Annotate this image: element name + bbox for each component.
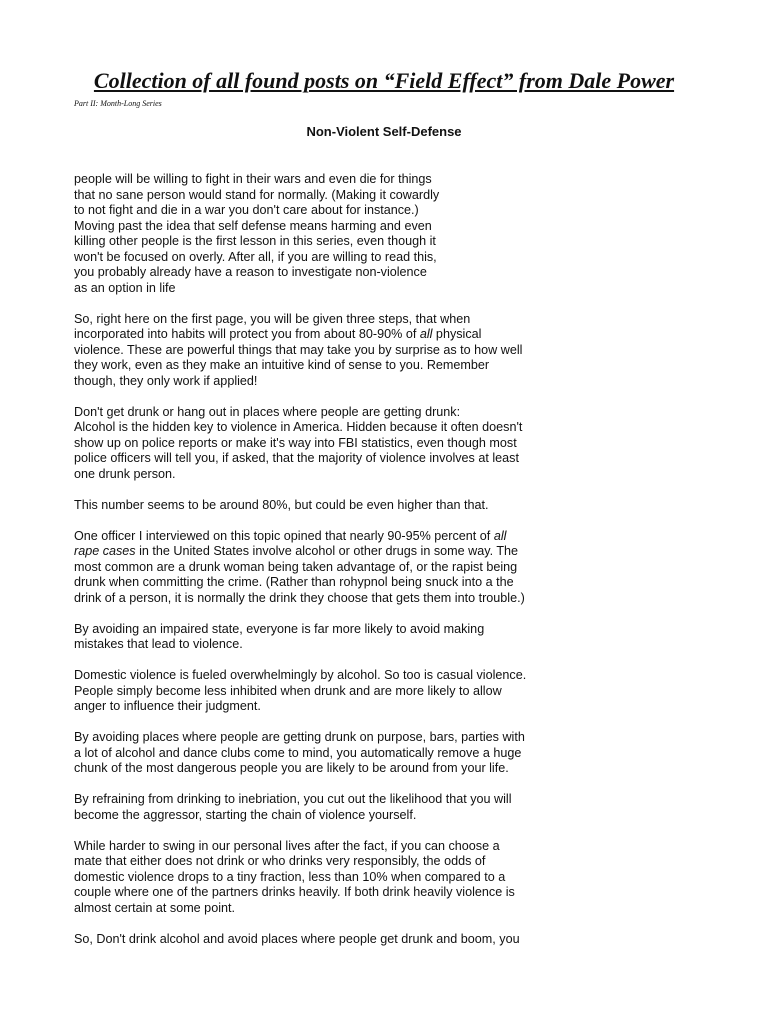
body-text — [74, 172, 574, 963]
text-segment: in the United States involve alcohol or other drugs in some way. The — [135, 544, 519, 558]
paragraph — [74, 622, 574, 653]
text-line: one drunk person. — [74, 466, 176, 481]
emphasis-text: rape cases — [74, 544, 136, 558]
text-line: that no sane person would stand for normally. (Making it cowardly — [74, 187, 440, 202]
text-line: People simply become less inhibited when drunk and are more likely to allow — [74, 683, 502, 698]
text-line: drink of a person, it is normally the drink they choose that gets them into trouble.) — [74, 590, 525, 605]
emphasis-text: all — [419, 327, 433, 341]
text-line: mistakes that lead to violence. — [74, 637, 243, 651]
text-segment: incorporated into habits will protect you from about 80-90% of — [74, 327, 420, 341]
text-line: By refraining from drinking to inebriation, you cut out the likelihood that you will — [74, 792, 512, 806]
document-title: Collection of all found posts on “Field Effect” from Dale Power — [93, 68, 675, 93]
text-segment: One officer I interviewed on this topic opined that nearly 90-95% percent of — [74, 528, 494, 543]
emphasis-text: all — [493, 528, 507, 543]
text-line: Moving past the idea that self defense means harming and even — [74, 218, 432, 233]
text-line: almost certain at some point. — [74, 900, 235, 915]
paragraph — [74, 529, 574, 607]
paragraph — [74, 312, 574, 390]
text-line: By avoiding an impaired state, everyone is far more likely to avoid making — [74, 621, 485, 636]
text-line: a lot of alcohol and dance clubs come to mind, you automatically remove a huge — [74, 745, 522, 760]
text-line: show up on police reports or make it's way into FBI statistics, even though most — [74, 435, 517, 450]
text-line: violence. These are powerful things that may take you by surprise as to how well — [74, 342, 523, 357]
text-line: Domestic violence is fueled overwhelmingly by alcohol. So too is casual violence. — [74, 668, 527, 682]
paragraph — [74, 839, 574, 917]
text-line: By avoiding places where people are getting drunk on purpose, bars, parties with — [74, 730, 525, 744]
text-line: most common are a drunk woman being taken advantage of, or the rapist being — [74, 559, 518, 574]
text-line: Don't get drunk or hang out in places where people are getting drunk: — [74, 404, 461, 419]
text-line: police officers will tell you, if asked, that the majority of violence involves at least — [74, 451, 519, 465]
paragraph — [74, 405, 574, 483]
text-line: won't be focused on overly. After all, if you are willing to read this, — [74, 249, 437, 264]
paragraph — [74, 792, 574, 823]
text-line: though, they only work if applied! — [74, 373, 258, 388]
text-line: people will be willing to fight in their wars and even die for things — [74, 172, 432, 186]
text-line: So, right here on the first page, you will be given three steps, that when — [74, 311, 471, 326]
text-line: domestic violence drops to a tiny fraction, less than 10% when compared to a — [74, 869, 506, 884]
text-line — [74, 327, 574, 343]
paragraph — [74, 498, 574, 514]
text-line: you probably already have a reason to investigate non-violence — [74, 265, 427, 279]
text-line: couple where one of the partners drinks heavily. If both drink heavily violence is — [74, 885, 515, 899]
text-line: mate that either does not drink or who drinks very responsibly, the odds of — [74, 854, 486, 868]
text-line: anger to influence their judgment. — [74, 699, 261, 713]
text-line: become the aggressor, starting the chain of violence yourself. — [74, 807, 417, 822]
text-line: drunk when committing the crime. (Rather than rohypnol being snuck into a the — [74, 575, 514, 589]
text-line: killing other people is the first lesson in this series, even though it — [74, 234, 436, 248]
text-line: they work, even as they make an intuitive kind of sense to you. Remember — [74, 358, 490, 372]
section-heading: Non-Violent Self-Defense — [306, 124, 462, 139]
text-line: While harder to swing in our personal lives after the fact, if you can choose a — [74, 838, 500, 853]
text-line: This number seems to be around 80%, but could be even higher than that. — [74, 497, 489, 512]
paragraph — [74, 730, 574, 777]
text-line: as an option in life — [74, 280, 176, 295]
text-line — [74, 529, 574, 545]
text-line: So, Don't drink alcohol and avoid places where people get drunk and boom, you — [74, 931, 520, 946]
text-segment: physical — [432, 327, 482, 341]
paragraph — [74, 172, 574, 296]
text-line — [74, 544, 574, 560]
text-line: to not fight and die in a war you don't care about for instance.) — [74, 203, 419, 217]
text-line: Alcohol is the hidden key to violence in America. Hidden because it often doesn't — [74, 420, 523, 434]
paragraph — [74, 932, 574, 948]
text-line: chunk of the most dangerous people you are likely to be around from your life. — [74, 761, 509, 775]
document-subtitle: Part II: Month-Long Series — [74, 99, 162, 108]
paragraph — [74, 668, 574, 715]
